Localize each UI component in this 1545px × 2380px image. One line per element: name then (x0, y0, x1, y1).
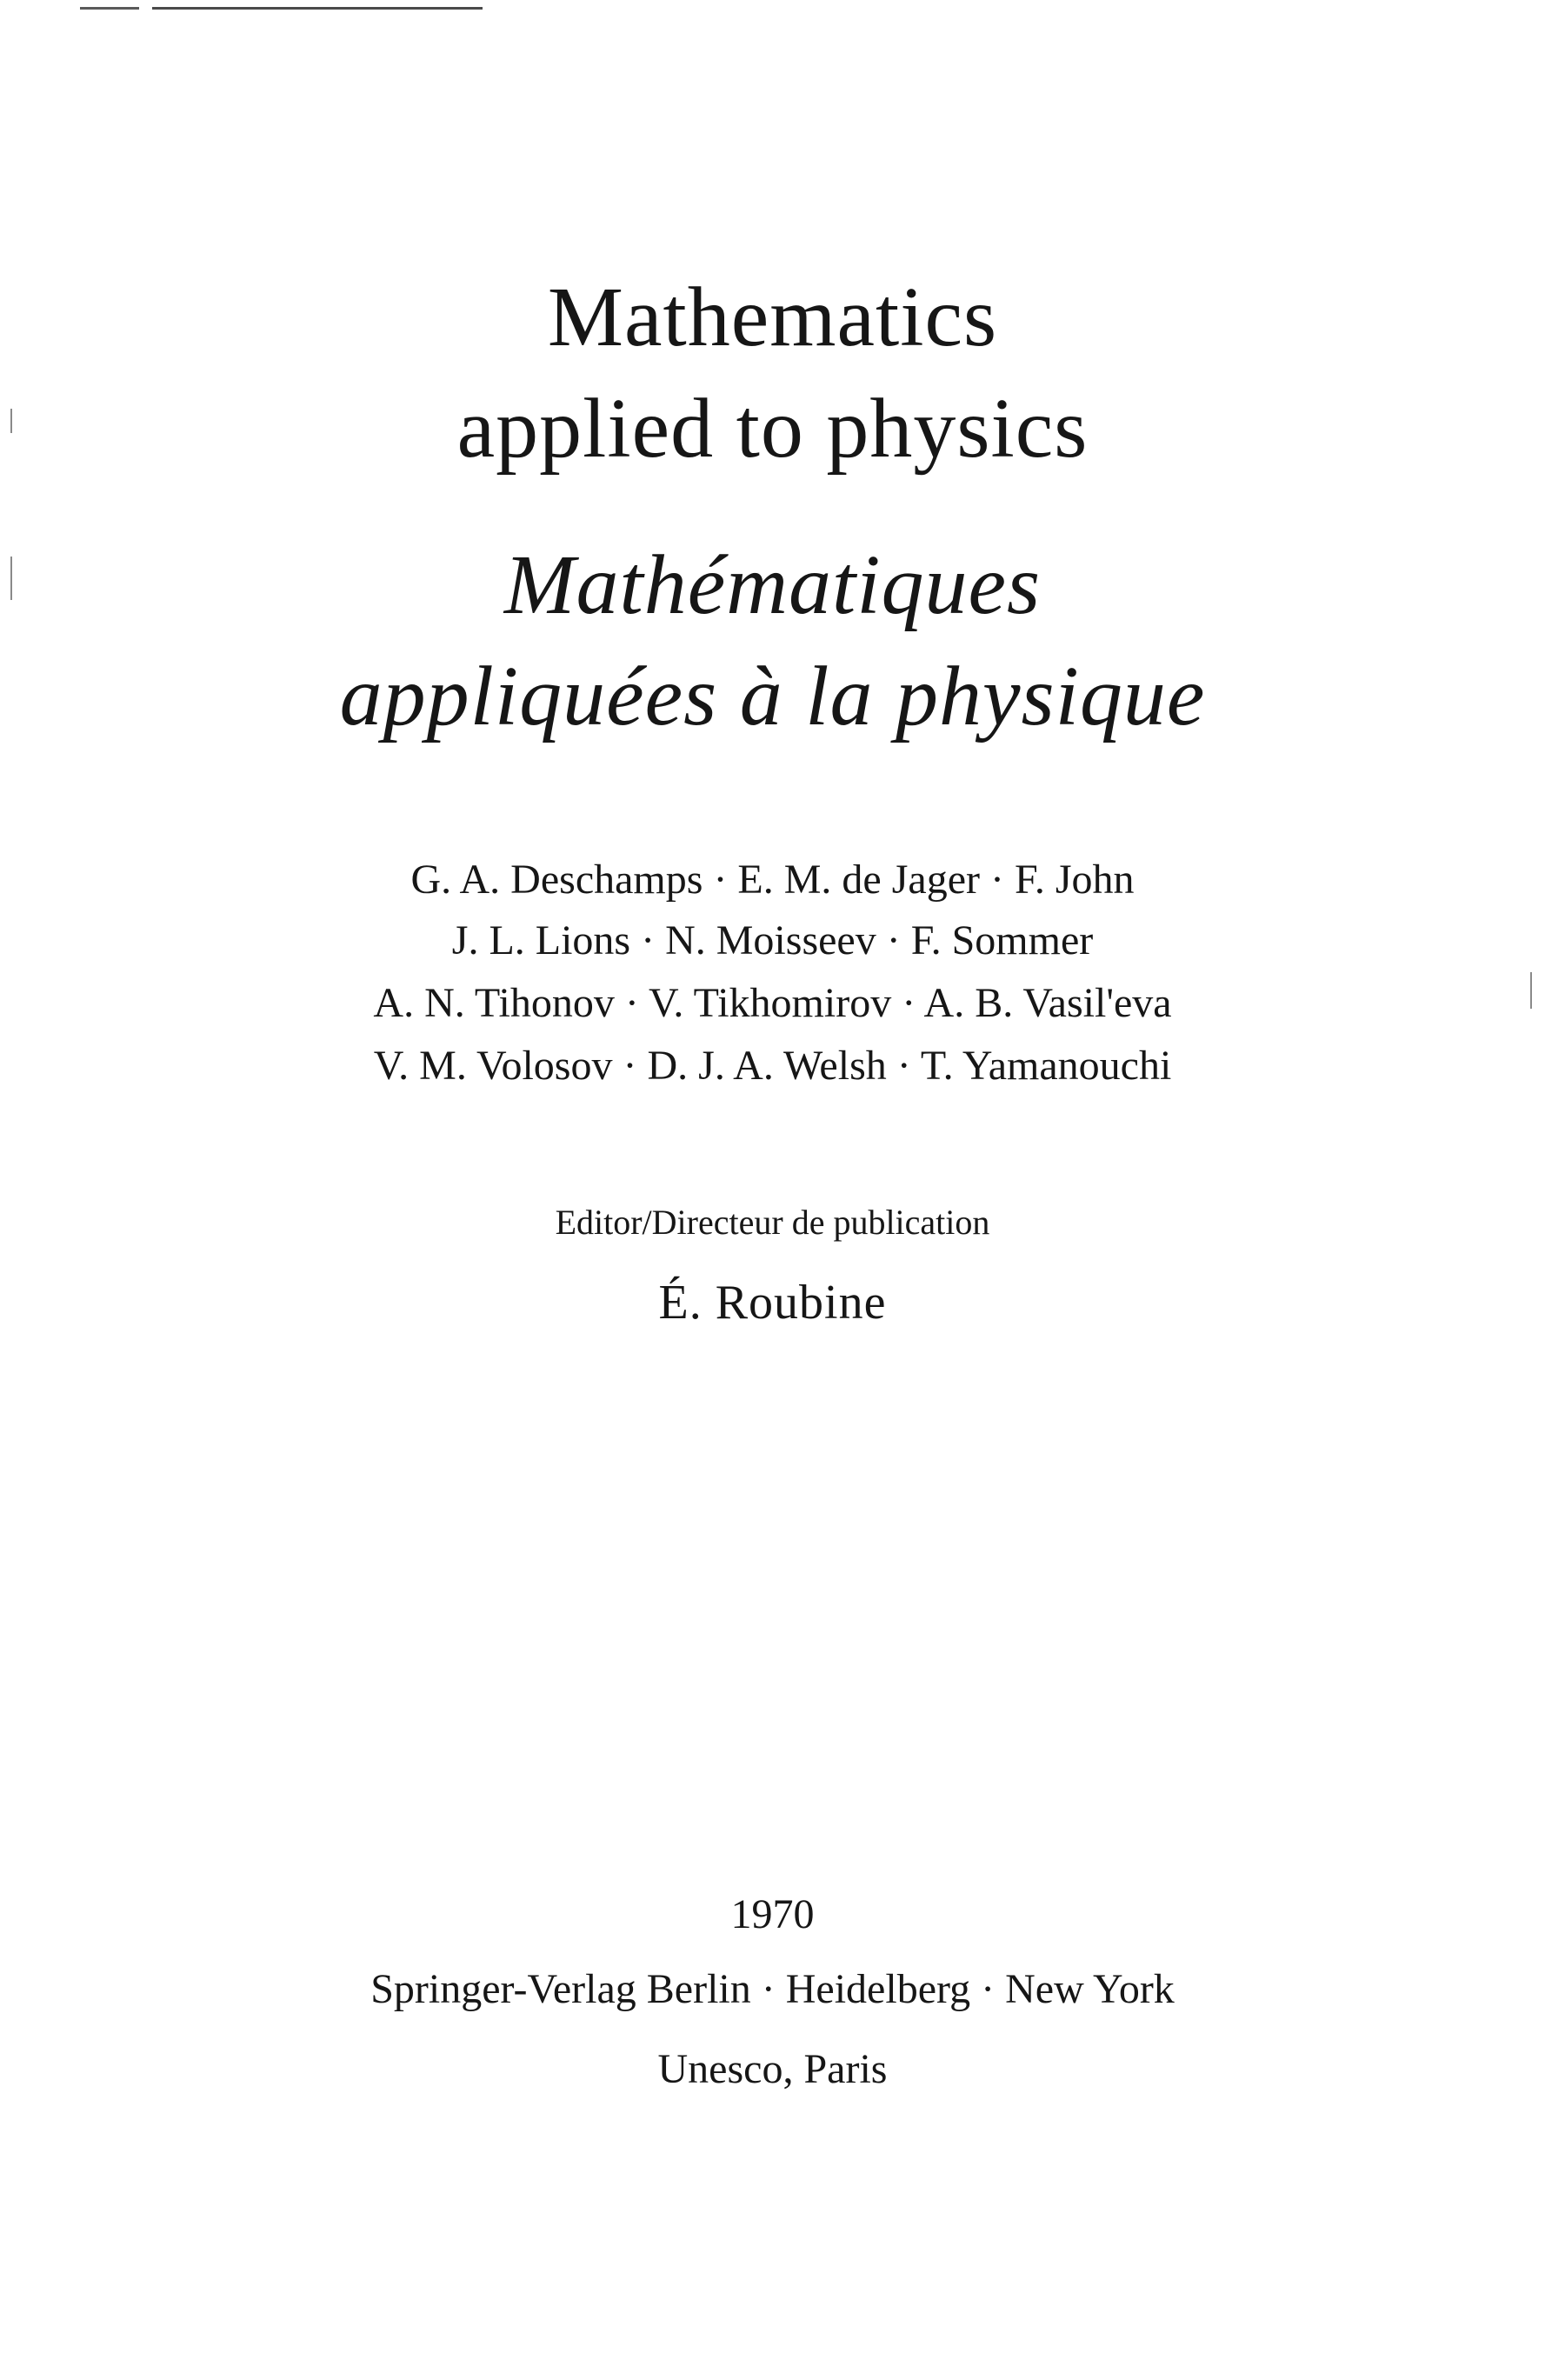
title-french-line-2: appliquées à la physique (339, 650, 1206, 743)
scan-artifact-rule (80, 7, 139, 10)
title-french-line-1: Mathématiques (503, 538, 1042, 632)
publication-year: 1970 (730, 1891, 815, 1937)
author-line-2: J. L. Lions · N. Moisseev · F. Sommer (451, 917, 1094, 963)
author-line-4: V. M. Volosov · D. J. A. Welsh · T. Yamanouchi (373, 1043, 1172, 1089)
author-line-3: A. N. Tihonov · V. Tikhomirov · A. B. Vasil'eva (373, 980, 1172, 1026)
editor-role: Editor/Directeur de publication (555, 1203, 990, 1242)
editor-name: É. Roubine (658, 1276, 887, 1330)
publisher-line: Springer-Verlag Berlin · Heidelberg · New York (370, 1966, 1175, 2012)
author-line-1: G. A. Deschamps · E. M. de Jager · F. John (410, 857, 1135, 903)
title-english-line-2: applied to physics (456, 382, 1089, 476)
title-english-line-1: Mathematics (547, 270, 998, 364)
scan-artifact-rule (152, 7, 483, 10)
copublisher-line: Unesco, Paris (657, 2046, 888, 2092)
